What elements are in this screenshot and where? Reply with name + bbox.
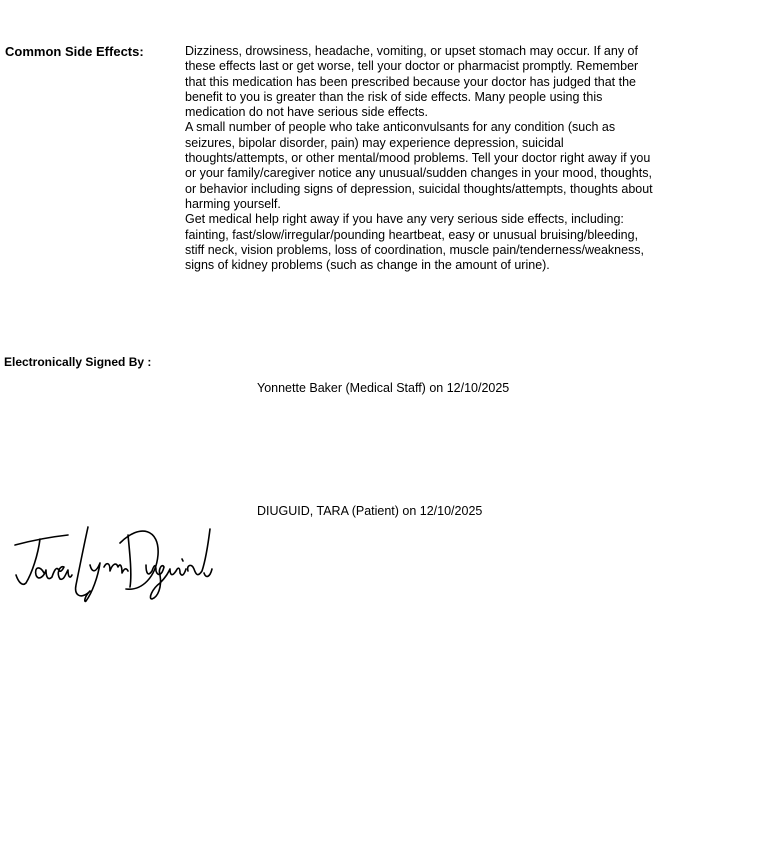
signer-medical-staff: Yonnette Baker (Medical Staff) on 12/10/2025 xyxy=(257,381,510,395)
side-effects-paragraph-3: Get medical help right away if you have any very serious side effects, including: fainting, fast/slow/irregular/pounding heartbeat, easy or unusual bruising/bleeding, stiff neck, vision problems, loss of coordination, muscle pain/tenderness/weakness, signs of kidney problems (such as change in the amount of urine). xyxy=(185,212,645,273)
signature-stroke-d xyxy=(120,531,158,589)
side-effects-text xyxy=(185,44,660,273)
signature-stroke-ara xyxy=(36,567,72,580)
signer-patient: DIUGUID, TARA (Patient) on 12/10/2025 xyxy=(257,504,483,518)
electronically-signed-label: Electronically Signed By : xyxy=(4,355,152,369)
signature-stroke-l xyxy=(76,527,88,596)
handwritten-signature xyxy=(10,515,215,605)
side-effects-paragraph-1: Dizziness, drowsiness, headache, vomiting, or upset stomach may occur. If any of these effects last or get worse, tell your doctor or pharmacist promptly. Remember that this medication has been prescribed because your doctor has judged that the benefit to you is greater than the risk of side effects. Many people using this medication do not have serious side effects. xyxy=(185,44,639,120)
signature-stroke-ynn xyxy=(85,563,128,601)
side-effects-label: Common Side Effects: xyxy=(5,44,144,59)
side-effects-paragraph-2: A small number of people who take anticonvulsants for any condition (such as seizures, bipolar disorder, pain) may experience depression, suicidal thoughts/attempts, or other mental/mood problems. Tell your doctor right away if you or your family/caregiver notice any unusual/sudden changes in your mood, thoughts, or behavior including signs of depression, suicidal thoughts/attempts, thoughts about harming yourself. xyxy=(185,120,653,211)
